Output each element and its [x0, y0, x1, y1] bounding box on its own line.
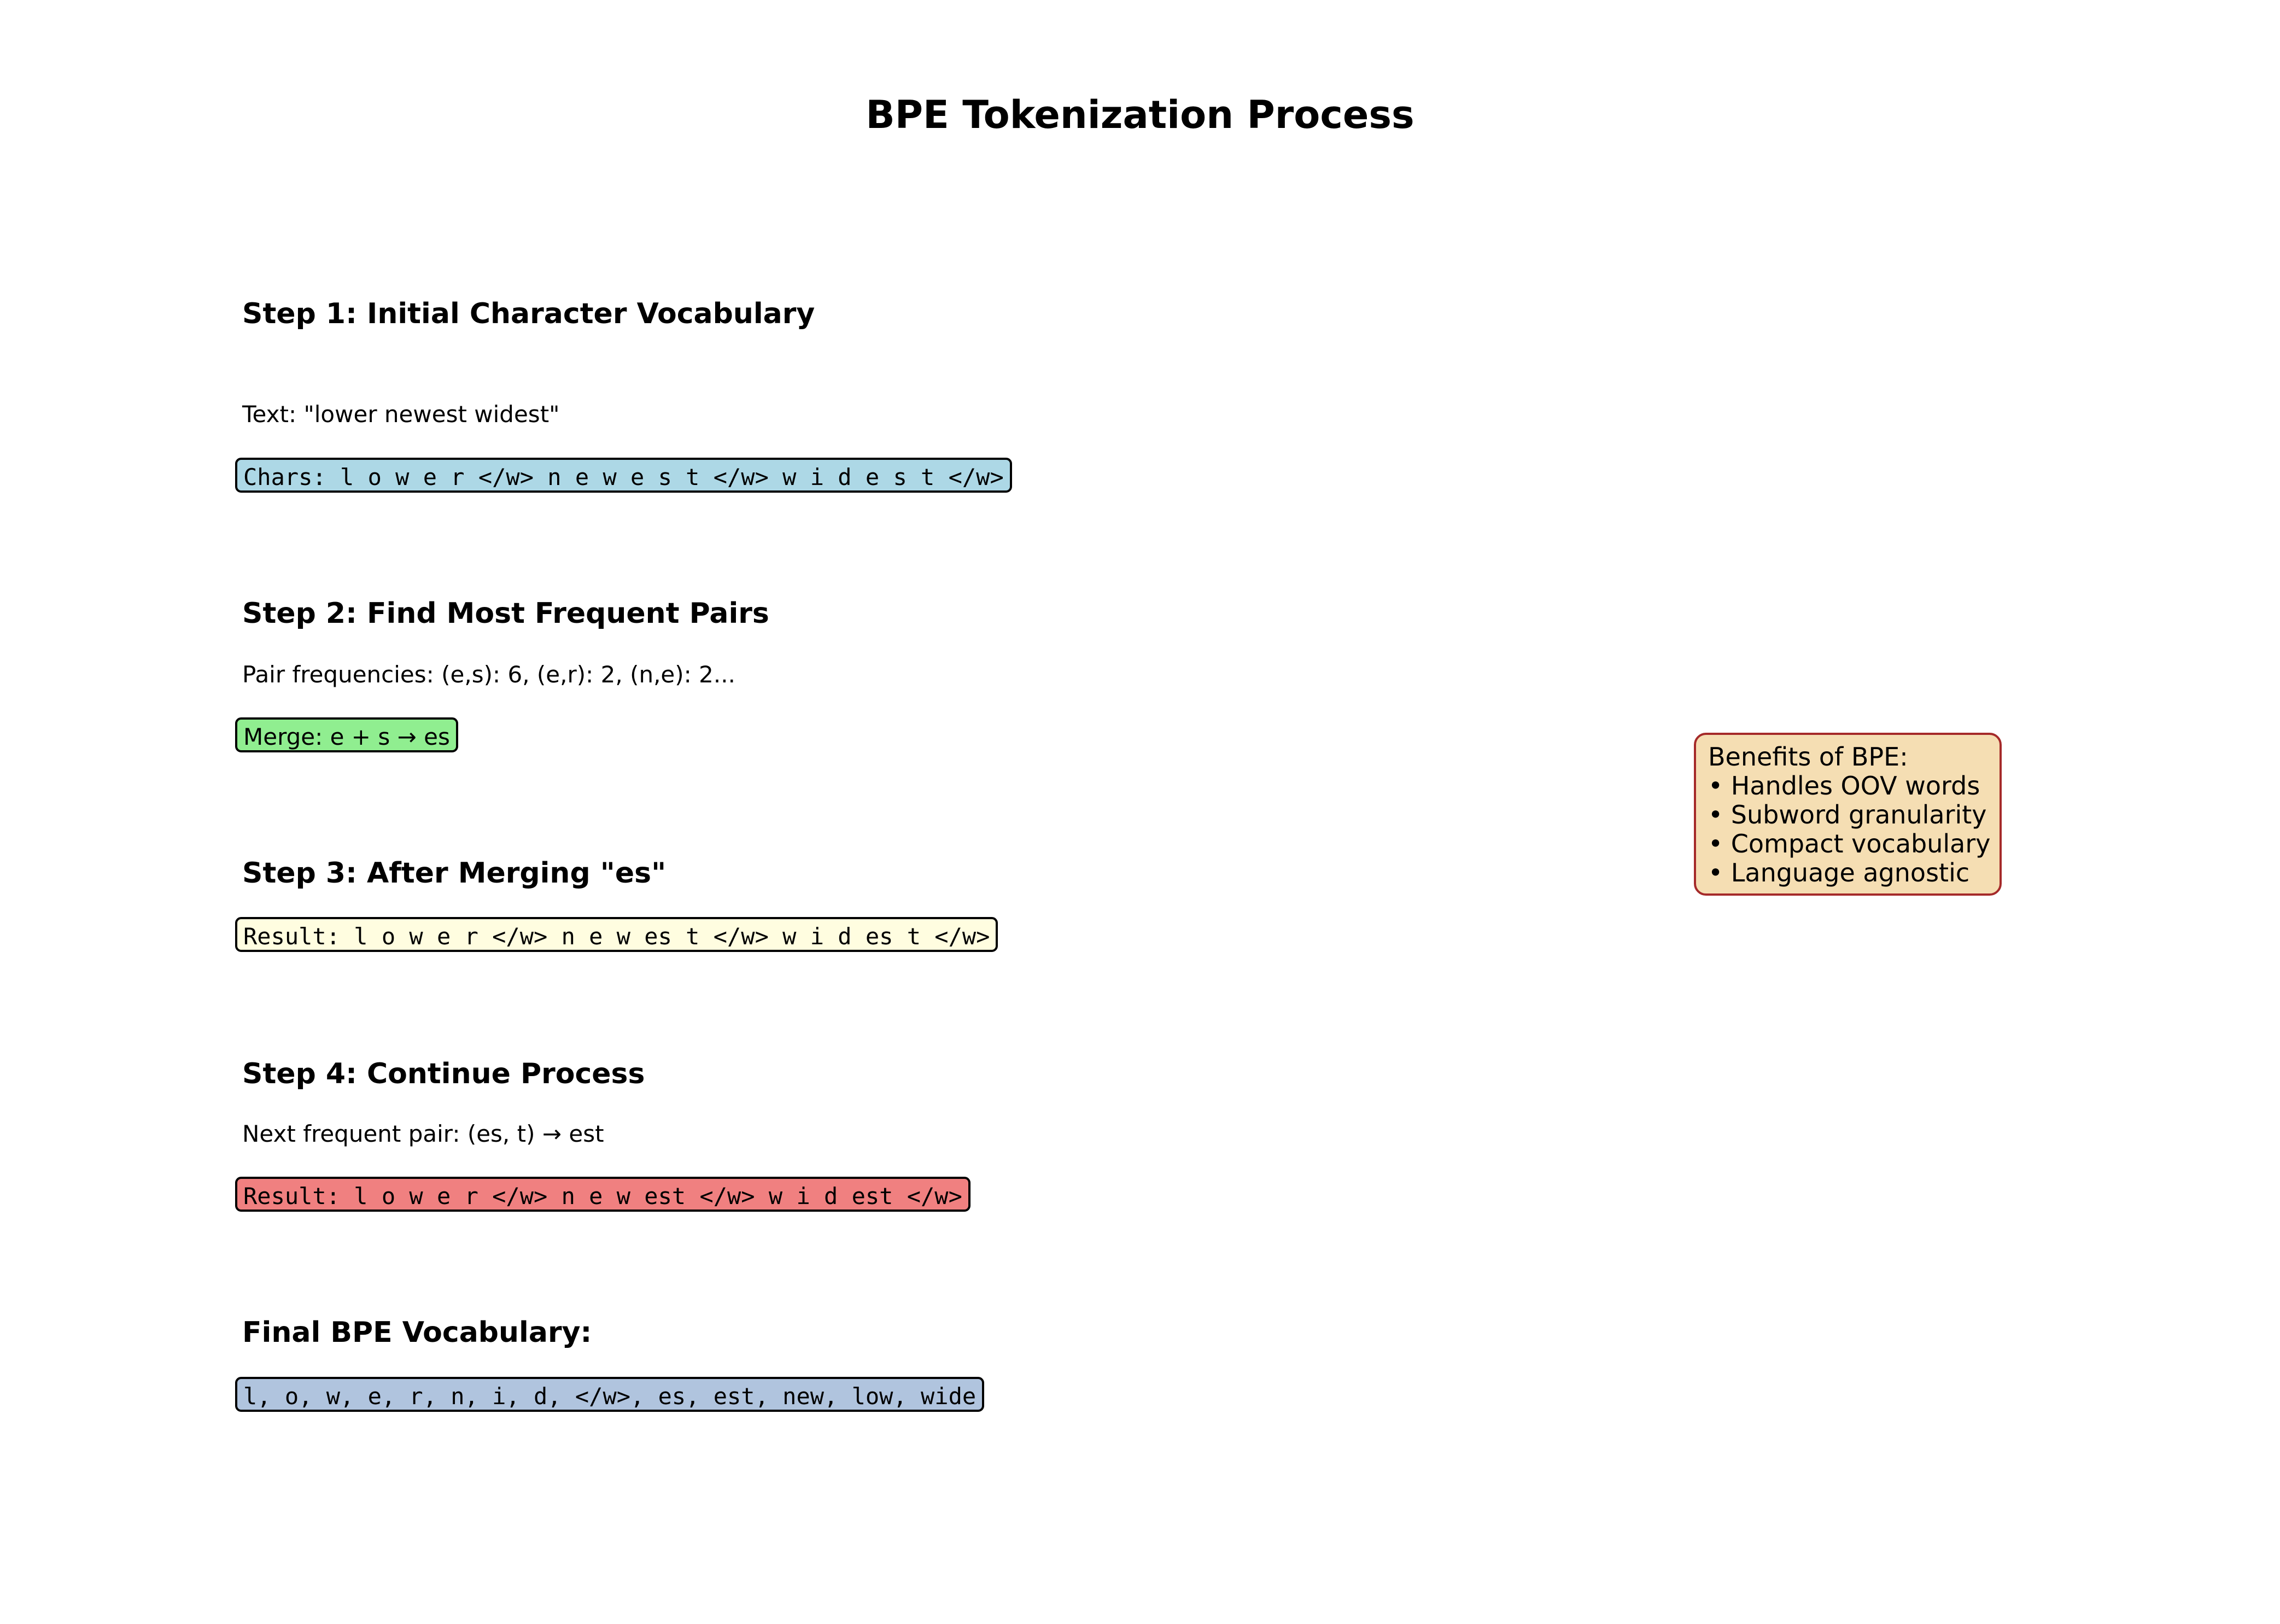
step2-heading: Step 2: Find Most Frequent Pairs: [242, 597, 769, 630]
benefit-item: • Handles OOV words: [1708, 771, 1980, 801]
diagram-title: BPE Tokenization Process: [866, 92, 1414, 137]
benefit-item: • Language agnostic: [1708, 858, 1970, 887]
benefit-item: • Compact vocabulary: [1708, 829, 1991, 858]
step2-merge-box: Merge: e + s → es: [235, 717, 458, 752]
step3-heading: Step 3: After Merging "es": [242, 857, 667, 890]
step4-text: Next frequent pair: (es, t) → est: [242, 1120, 604, 1147]
final-heading: Final BPE Vocabulary:: [242, 1316, 592, 1349]
step3-result-box: Result: l o w e r </w> n e w es t </w> w i d es t </w>: [235, 917, 998, 952]
benefit-item: • Subword granularity: [1708, 800, 1987, 829]
step4-heading: Step 4: Continue Process: [242, 1058, 645, 1090]
step1-heading: Step 1: Initial Character Vocabulary: [242, 297, 815, 330]
benefits-title: Benefits of BPE:: [1708, 742, 1908, 772]
step4-result-box: Result: l o w e r </w> n e w est </w> w i d est </w>: [235, 1177, 971, 1212]
step1-chars-box: Chars: l o w e r </w> n e w e s t </w> w i d e s t </w>: [235, 458, 1012, 493]
step1-text: Text: "lower newest widest": [242, 401, 560, 428]
final-vocabulary-box: l, o, w, e, r, n, i, d, </w>, es, est, new, low, wide: [235, 1377, 984, 1412]
benefits-box: [1694, 733, 2002, 896]
step2-text: Pair frequencies: (e,s): 6, (e,r): 2, (n,e): 2...: [242, 661, 735, 688]
